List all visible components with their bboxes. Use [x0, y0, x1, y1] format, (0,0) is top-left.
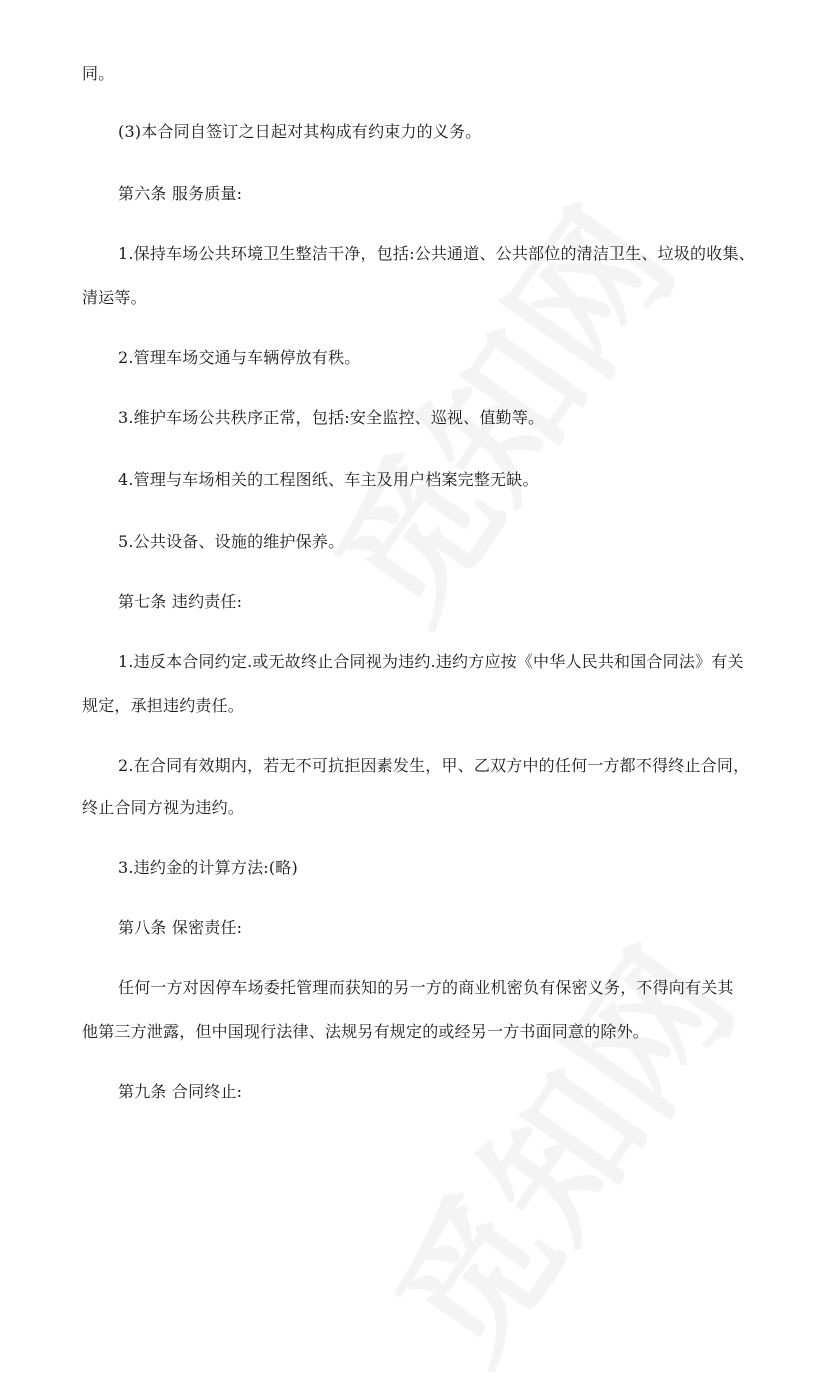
paragraph-line: 任何一方对因停车场委托管理而获知的另一方的商业机密负有保密义务，不得向有关其: [118, 978, 734, 997]
paragraph-line: 同。: [82, 64, 115, 83]
paragraph-line: 终止合同方视为违约。: [82, 798, 245, 817]
paragraph-line: 他第三方泄露，但中国现行法律、法规另有规定的或经另一方书面同意的除外。: [82, 1022, 650, 1041]
paragraph-line: 规定，承担违约责任。: [82, 696, 245, 715]
section-heading: 第九条 合同终止:: [118, 1082, 243, 1101]
paragraph-line: 1.保持车场公共环境卫生整洁干净，包括:公共通道、公共部位的清洁卫生、垃圾的收集、: [118, 244, 755, 263]
paragraph-line: 5.公共设备、设施的维护保养。: [118, 532, 345, 551]
paragraph-line: 2.在合同有效期内，若无不可抗拒因素发生，甲、乙双方中的任何一方都不得终止合同，: [118, 756, 750, 775]
paragraph-line: 3.违约金的计算方法:(略): [118, 858, 298, 877]
paragraph-line: 2.管理车场交通与车辆停放有秩。: [118, 348, 361, 367]
section-heading: 第七条 违约责任:: [118, 592, 243, 611]
paragraph-line: 清运等。: [82, 288, 147, 307]
paragraph-line: 3.维护车场公共秩序正常，包括:安全监控、巡视、值勤等。: [118, 408, 545, 427]
paragraph-line: (3)本合同自签订之日起对其构成有约束力的义务。: [118, 122, 482, 141]
section-heading: 第八条 保密责任:: [118, 918, 243, 937]
paragraph-line: 4.管理与车场相关的工程图纸、车主及用户档案完整无缺。: [118, 470, 539, 489]
paragraph-line: 1.违反本合同约定.或无故终止合同视为违约.违约方应按《中华人民共和国合同法》有关: [118, 652, 744, 671]
section-heading: 第六条 服务质量:: [118, 184, 243, 203]
